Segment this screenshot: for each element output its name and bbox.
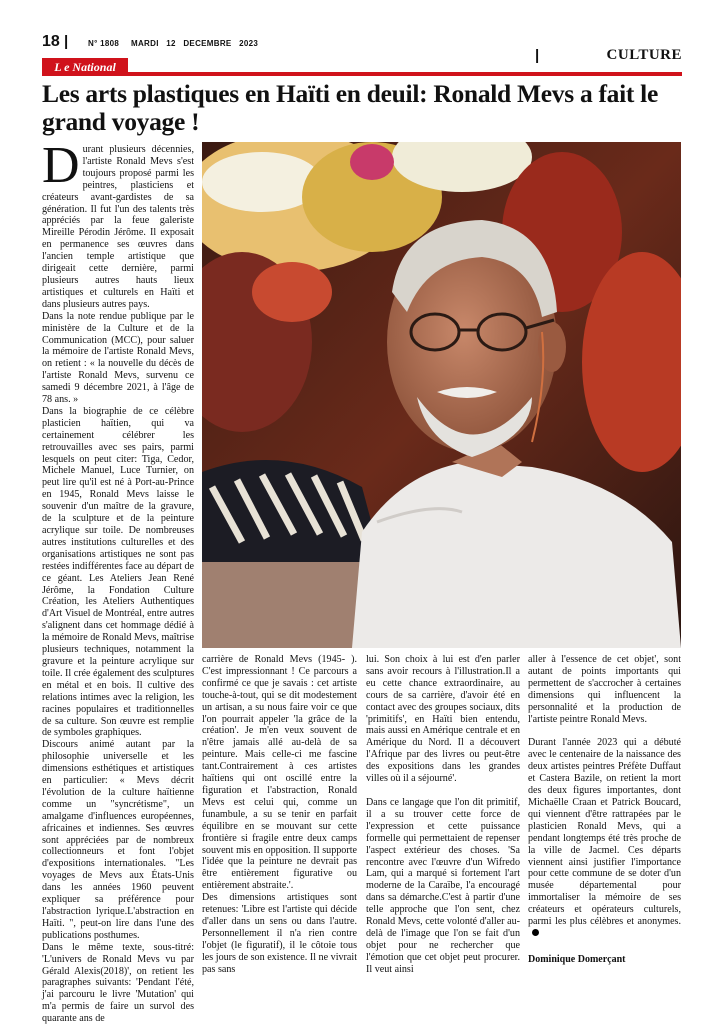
- header-rule: [42, 72, 682, 76]
- paragraph: lui. Son choix à lui est d'en parler sans avoir recours à l'illustration.Il a eu cette chance extraordinaire, au cours de sa carrière, d'avoir été en contact avec des groupes sociaux, dits 'primitifs', en Haïti bien entendu, mais aussi en Amérique centrale et en Amérique du Nord. Il a découvert l'Afrique par des livres ou peut-être des expositions dans les grandes villes où il a séjourné'.: [366, 654, 520, 785]
- paragraph: [528, 737, 681, 939]
- article-photo-ronald-mevs: [202, 142, 681, 648]
- page-number: 18: [42, 33, 60, 50]
- newspaper-brand-tag: L e National: [42, 58, 128, 76]
- section-divider: |: [535, 47, 540, 64]
- author-byline: Dominique Domerçant: [528, 953, 626, 965]
- paragraph: Dans la biographie de ce célèbre plasticien haïtien, qui va certainement célébrer les retrouvailles avec ses pairs, parmi lesquels on peut citer: Tiga, Cedor, Michele Manuel, Luce Turnier, on peut lire qu'il est né à Port-au-Prince en 1945, Ronald Mevs laisse le souvenir d'un maître de la gravure, de la sculpture et de la peinture acrylique sur toile. De nombreuses autres institutions culturelles et des organisations artistiques ne sont pas restées indifférentes face au départ de ce géant. Les Ateliers Jean René Jérôme, la Fondation Culture Création, les Ateliers Authentiques d'Art Visuel de Montréal, entre autres s'alignent dans cet hommage dédié à la mémoire de Ronald Mevs, maîtrise plusieurs techniques, notamment la gravure et la peinture acrylique sur toile. Il crée également des sculptures en métal et en bois. Il cultive des relations intimes avec la religion, les racines populaires et traditionnelles de sa culture. Son œuvre est remplie de symboles graphiques.: [42, 405, 194, 739]
- paragraph: Dans le même texte, sous-titré: 'L'univers de Ronald Mevs vu par Gérald Alexis(2018)', on retient les paragraphes suivants: 'Pendant l'été, j'ai parcouru le livre 'Mutation' qui m'a permis de faire un survol des quarante ans de: [42, 941, 194, 1025]
- page-header: [42, 33, 682, 64]
- article-column-1: [42, 137, 194, 1025]
- section-label: CULTURE: [606, 47, 682, 63]
- article-title: Les arts plastiques en Haïti en deuil: Ronald Mevs a fait le grand voyage !: [42, 79, 658, 136]
- paragraph-text: Durant l'année 2023 qui a débuté avec le centenaire de la naissance des deux artistes peintres Préfète Duffaut et Castera Bazile, on retient la mort des deux figures importantes, dont Michaëlle Craan et Patrick Boucard, qui viennent d'être rattrapées par le plasticien Ronald Mevs, qui a pendant longtemps été très proche de la ville de Jacmel. Ces départs viennent ainsi justifier l'importance pour cette commune de se doter d'un musée départemental pour immortaliser la mémoire de ses créateurs et opérateurs culturels, parmi les plus célèbres et anonymes.: [528, 737, 681, 928]
- end-of-article-mark: [532, 929, 539, 936]
- issue-date: MARDI 12 DECEMBRE 2023: [131, 39, 259, 48]
- paragraph: Des dimensions artistiques sont retenues: 'Libre est l'artiste qui décide d'aller dans un sens ou dans l'autre. Personnellement il n'a rien contre l'objet (le figuratif), il le côtoie tous les jours de son existence. Il ne vivrait pas sans: [202, 892, 357, 975]
- drop-cap: D: [42, 137, 80, 194]
- issue-number: N° 1808: [88, 39, 120, 48]
- paragraph: aller à l'essence de cet objet', sont autant de points importants qui permettent de s'accrocher à certaines dimensions qui influencent la personnalité et la production de l'artiste peintre Ronald Mevs.: [528, 654, 681, 725]
- paragraph-gap: [528, 725, 681, 737]
- article-column-2: [202, 654, 357, 975]
- page-number-divider: |: [64, 33, 69, 50]
- paragraph: Dans la note rendue publique par le ministère de la Culture et de la Communication (MCC), pour saluer la mémoire de l'artiste Ronald Mevs, on retient : « la nouvelle du décès de l'artiste Ronald Mevs, survenu ce samedi 9 décembre 2021, à l'âge de 78 ans. »: [42, 310, 194, 406]
- article-column-4: [528, 654, 681, 966]
- paragraph: urant plusieurs décennies, l'artiste Ronald Mevs s'est toujours proposé parmi les peintres, plasticiens et créateurs avant-gardistes de sa génération. Il fut l'un des talents très appréciés par la feue galeriste Mireille Pérodin Jérôme. Il exposait en permanence ses œuvres dans l'ancien temple artistique que dirigeait cette dernière, parmi plusieurs autres hauts lieux artistiques et culturels en Haïti et dans plusieurs autres pays.: [42, 144, 194, 310]
- article-column-3: [366, 654, 520, 976]
- paragraph: carrière de Ronald Mevs (1945- ). C'est impressionnant ! Ce parcours a confirmé ce que je savais : cet artiste touche-à-tout, qui se dit modestement un artisan, a su nous faire voir ce que l'on pourrait appeler 'la grâce de la création'. Je m'en veux souvent de n'être jamais allé au-delà de sa peinture. Mais celle-ci me fascine tant.Contrairement à ces artistes haïtiens qui ont oscillé entre la figuration et l'abstraction, Ronald Mevs est celui qui, comme un funambule, a su se tenir en parfait équilibre en se mouvant sur cette frontière si fragile entre deux camps souvent mis en opposition. Il supporte l'idée que la peinture ne devrait pas être entièrement figurative ou entièrement abstraite.'.: [202, 654, 357, 892]
- paragraph: Dans ce langage que l'on dit primitif, il a su trouver cette force de l'expression et cette puissance formelle qui permettaient de repenser l'aspect extérieur des choses. 'Sa rencontre avec l'œuvre d'un Wifredo Lam, qui a marqué si fortement l'art moderne de la Caraïbe, l'a encouragé dans sa démarche.C'est à partir d'une telle approche que l'on sent, chez Ronald Mevs, cette volonté d'aller au-delà de l'image que l'on se fait d'un objet pour ne rechercher que l'émotion que cet objet peut procurer. Il veut ainsi: [366, 796, 520, 975]
- paragraph-gap: [366, 785, 520, 797]
- paragraph: Discours animé autant par la philosophie universelle et les dimensions esthétiques et artistiques en particulier: « Mevs décrit l'évolution de la culture haïtienne comme un "syncrétisme", un amalgame d'influences européennes, africaines et indiennes. Ses œuvres sont appréciées par de nombreux collectionneurs et font l'objet d'expositions internationales. "Les voyages de Mevs aux États-Unis dans les années 1960 peuvent expliquer sa préférence pour l'abstraction lyrique.L'abstraction en Haïti. ", peut-on lire dans l'une des publications posthumes.: [42, 739, 194, 941]
- portrait-illustration: [202, 142, 681, 648]
